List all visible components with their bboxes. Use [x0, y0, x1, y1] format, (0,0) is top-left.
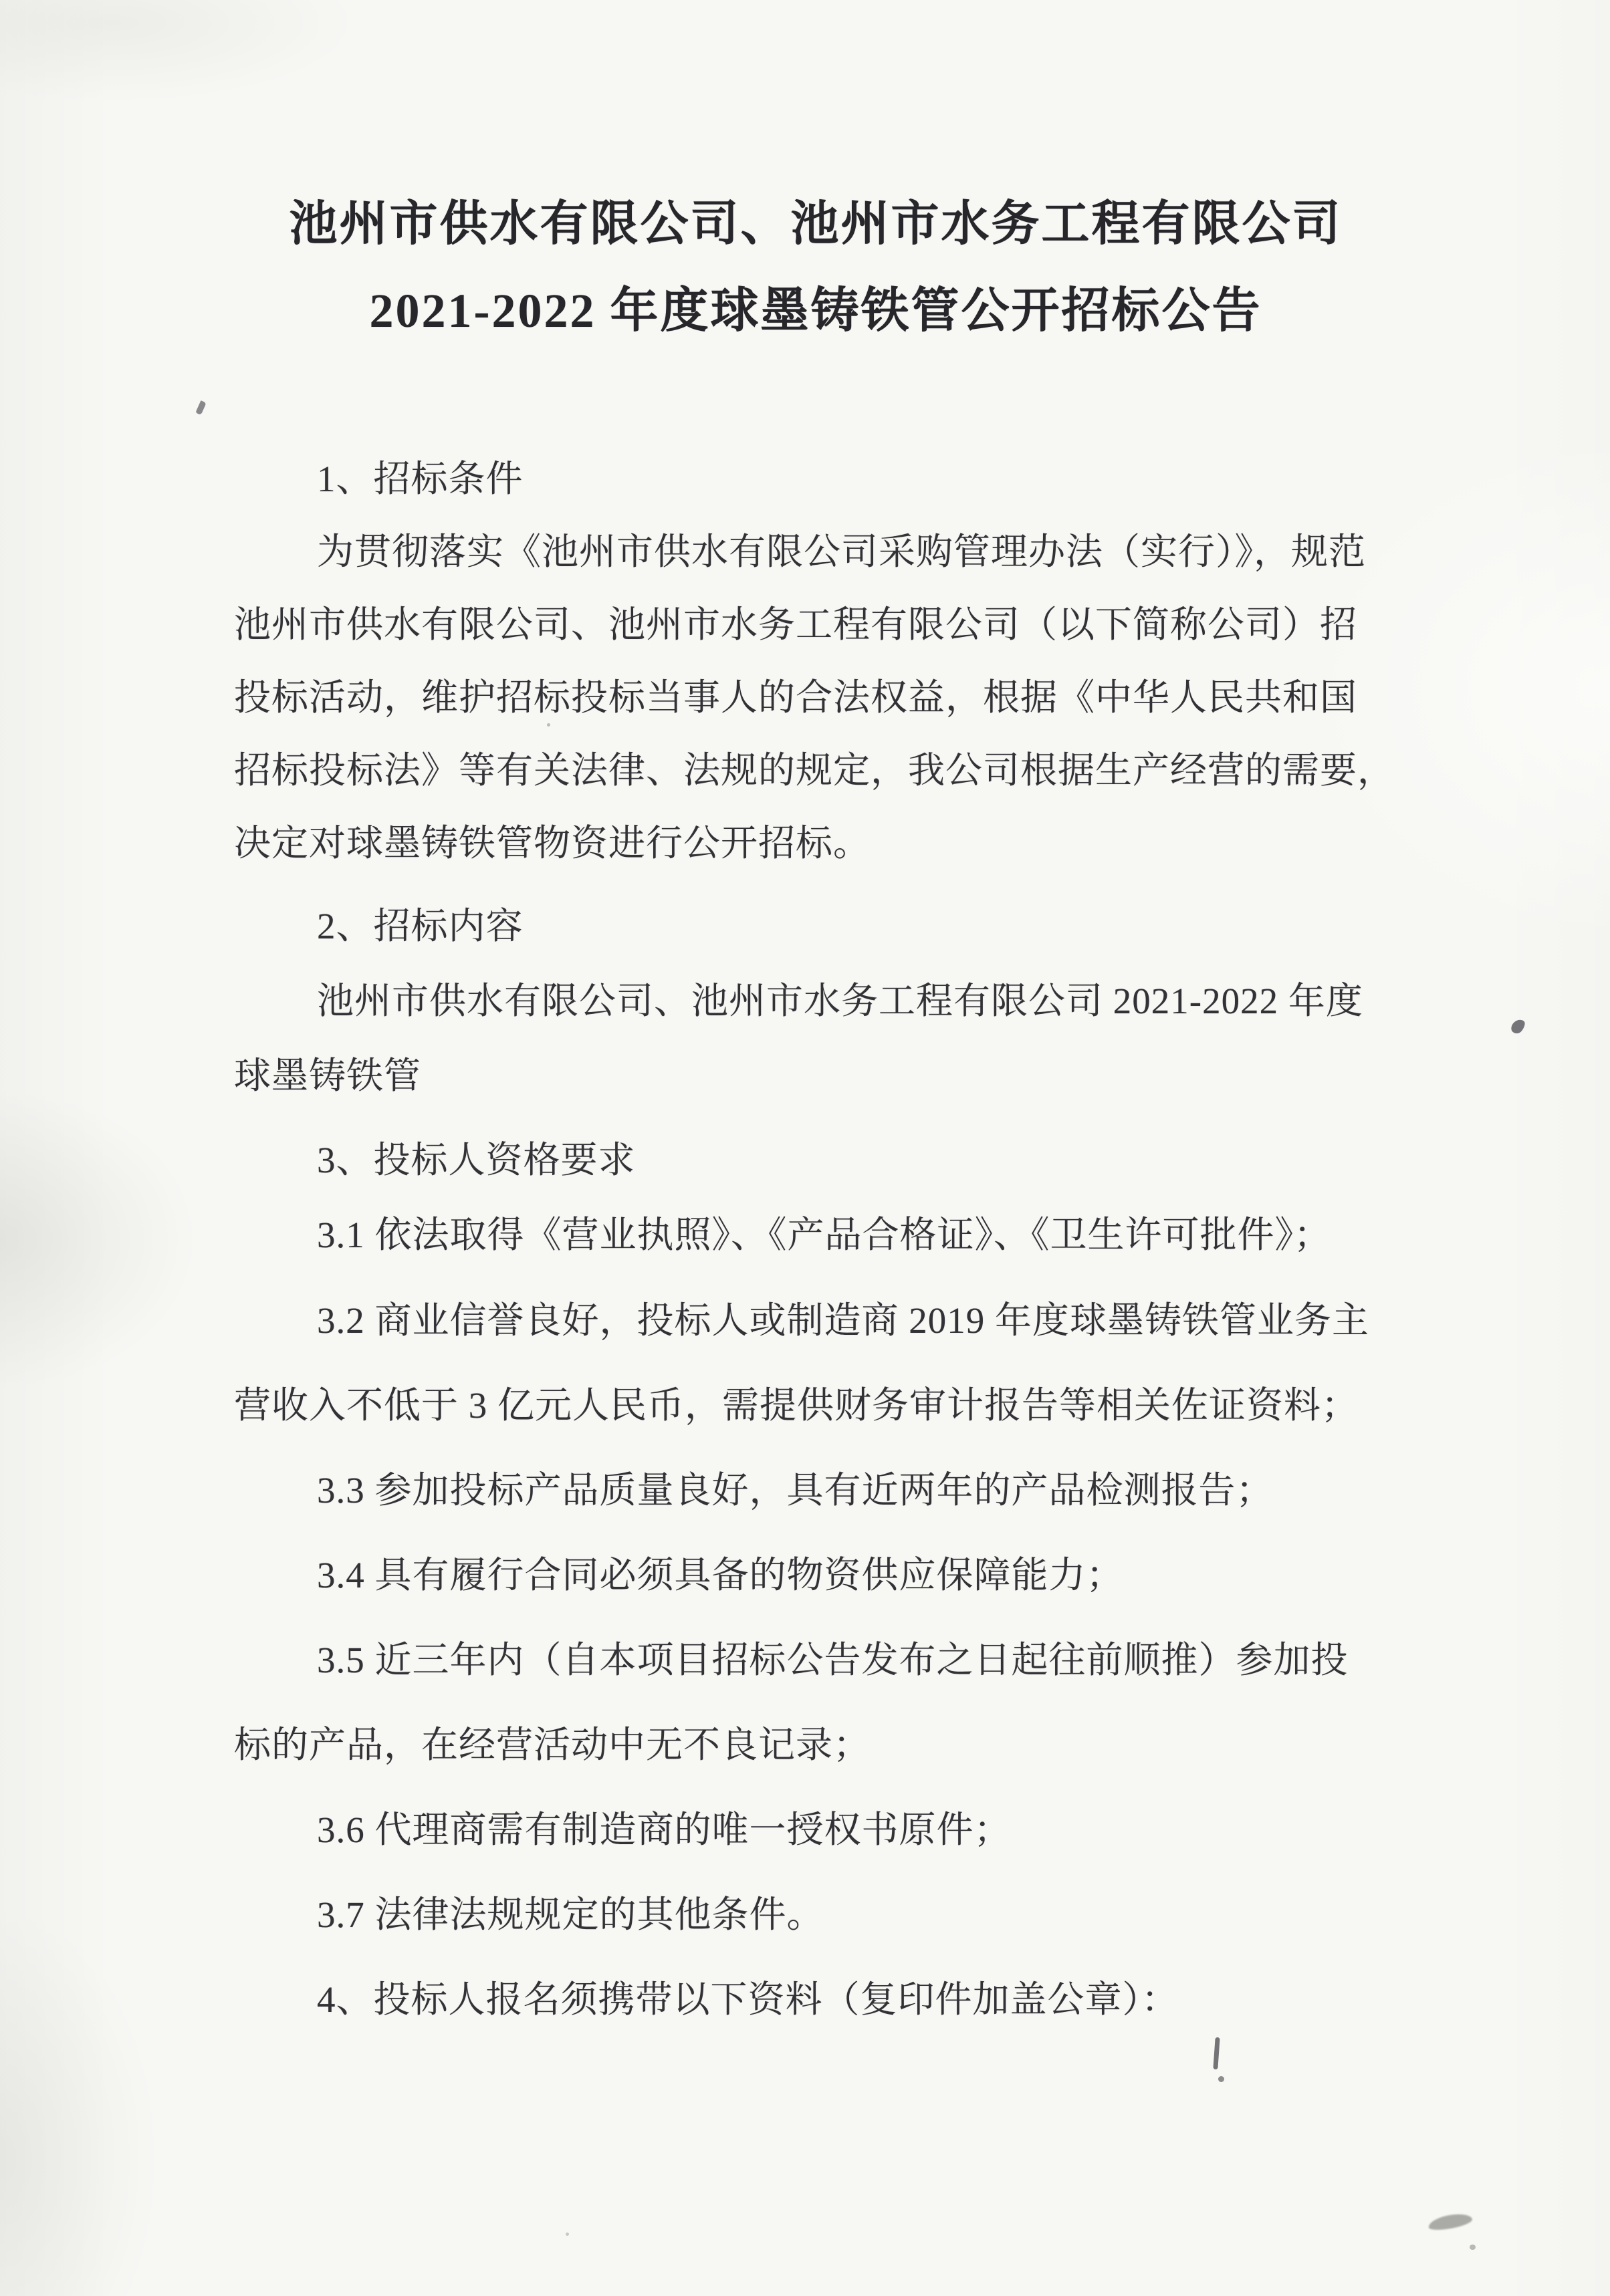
section-1-heading: 1、招标条件 [317, 459, 524, 499]
item-3-5-line-1: 3.5 近三年内（自本项目招标公告发布之日起往前顺推）参加投 [317, 1640, 1349, 1680]
section-3-items [234, 1278, 1397, 2042]
scan-tick-mark [195, 400, 206, 415]
item-3-3: 3.3 参加投标产品质量良好，具有近两年的产品检测报告； [317, 1470, 1274, 1511]
section-1-paragraph-line-4: 招标投标法》等有关法律、法规的规定，我公司根据生产经营的需要， [234, 750, 1395, 791]
item-3-5-line-2: 标的产品，在经营活动中无不良记录； [234, 1725, 871, 1765]
section-1-paragraph-line-3: 投标活动，维护招标投标当事人的合法权益，根据《中华人民共和国 [234, 677, 1358, 718]
section-2-paragraph-line-2: 球墨铸铁管 [234, 1055, 422, 1096]
section-2-paragraph-line-1: 池州市供水有限公司、池州市水务工程有限公司 2021-2022 年度 [317, 981, 1363, 1021]
item-3-1: 3.1 依法取得《营业执照》、《产品合格证》、《卫生许可批件》； [317, 1215, 1332, 1255]
ink-speck [1509, 1017, 1528, 1036]
item-3-2-line-2: 营收入不低于 3 亿元人民币，需提供财务审计报告等相关佐证资料； [234, 1385, 1359, 1426]
item-3-6: 3.6 代理商需有制造商的唯一授权书原件； [317, 1809, 1012, 1850]
item-3-4: 3.4 具有履行合同必须具备的物资供应保障能力； [317, 1555, 1124, 1596]
ink-speck [1470, 2245, 1476, 2250]
document-content [234, 180, 1397, 2042]
section-2-heading: 2、招标内容 [317, 906, 524, 946]
section-1-paragraph-line-5: 决定对球墨铸铁管物资进行公开招标。 [234, 823, 871, 864]
section-4-heading: 4、投标人报名须携带以下资料（复印件加盖公章）： [317, 1979, 1179, 2020]
section-1-tender-conditions [234, 442, 1397, 880]
section-1-paragraph-line-2: 池州市供水有限公司、池州市水务工程有限公司（以下简称公司）招 [234, 604, 1358, 645]
paper-speck [566, 2233, 569, 2236]
item-3-7: 3.7 法律法规规定的其他条件。 [317, 1894, 824, 1935]
ink-speck [1218, 2076, 1224, 2082]
section-3-heading: 3、投标人资格要求 [317, 1140, 636, 1180]
section-3-bidder-qualifications [234, 1123, 1397, 1273]
section-1-paragraph-line-1: 为贯彻落实《池州市供水有限公司采购管理办法（实行）》，规范 [317, 531, 1367, 572]
ink-smudge [1427, 2211, 1473, 2232]
item-3-2-line-1: 3.2 商业信誉良好，投标人或制造商 2019 年度球墨铸铁管业务主 [317, 1300, 1370, 1341]
ink-streak [1213, 2037, 1220, 2069]
section-2-tender-content [234, 889, 1397, 1114]
document-title-line-2: 2021-2022 年度球墨铸铁管公开招标公告 [369, 284, 1262, 338]
document-title-line-1: 池州市供水有限公司、池州市水务工程有限公司 [289, 197, 1343, 251]
document-title [234, 180, 1397, 354]
